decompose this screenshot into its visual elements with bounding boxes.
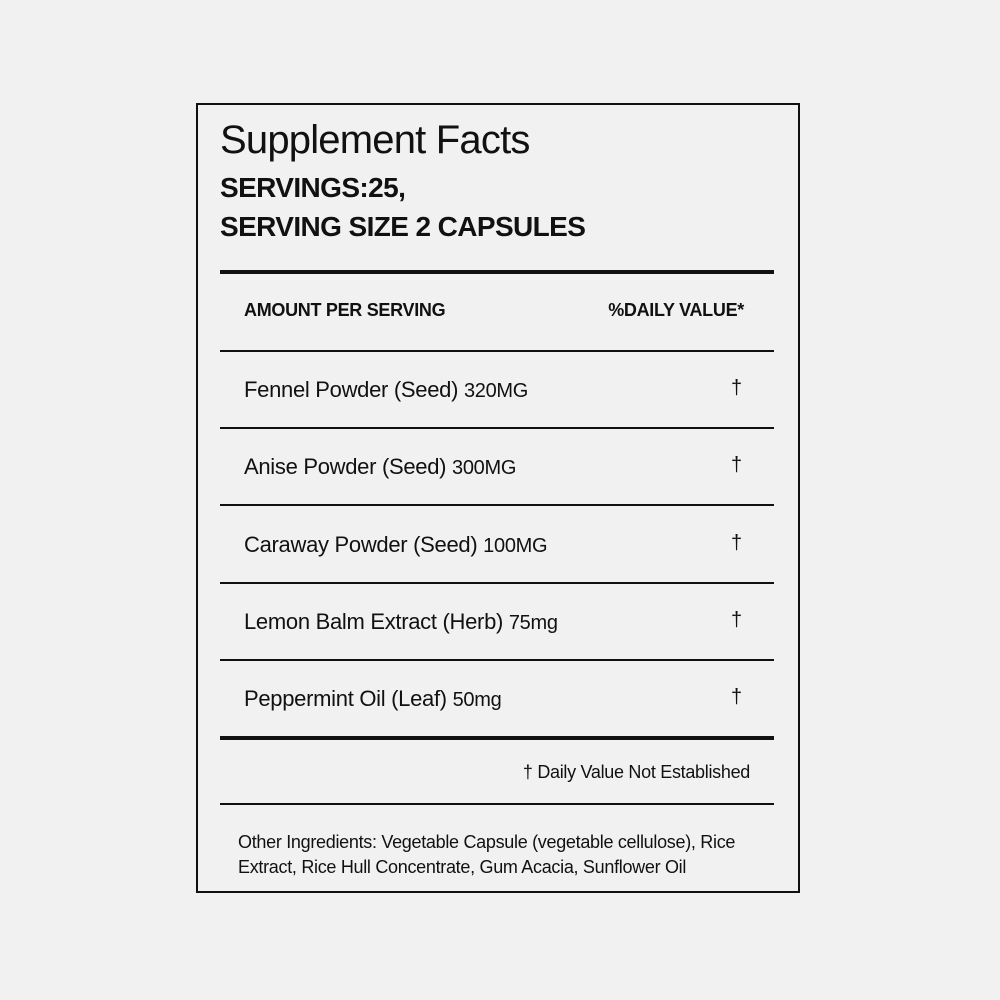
ingredient-row <box>244 686 501 712</box>
ingredient-amount: 50mg <box>452 689 502 711</box>
ingredient-row <box>244 377 528 403</box>
dagger-mark: † <box>731 532 743 554</box>
ingredient-row <box>244 532 547 558</box>
ingredient-row <box>244 454 516 480</box>
dagger-mark: † <box>731 609 743 631</box>
ingredient-amount: 75mg <box>508 612 558 634</box>
other-ingredients: Other Ingredients: Vegetable Capsule (vegetable cellulose), Rice Extract, Rice Hull Concentrate, Gum Acacia, Sunflower Oil <box>238 832 736 877</box>
row-divider <box>220 659 774 661</box>
column-header-divider <box>220 350 774 352</box>
ingredient-amount: 300MG <box>452 457 517 479</box>
label-title: Supplement Facts <box>220 118 530 162</box>
header-divider <box>220 270 774 274</box>
daily-value-footnote: † Daily Value Not Established <box>522 762 750 782</box>
dagger-mark: † <box>731 686 743 708</box>
servings-count: SERVINGS:25, <box>220 172 406 203</box>
row-divider <box>220 504 774 506</box>
dagger-mark: † <box>731 454 743 476</box>
ingredient-name: Anise Powder (Seed) <box>244 454 447 479</box>
row-divider <box>220 582 774 584</box>
serving-size: SERVING SIZE 2 CAPSULES <box>220 211 586 242</box>
daily-value-header: %DAILY VALUE* <box>608 300 744 320</box>
ingredient-amount: 100MG <box>483 535 548 557</box>
ingredient-name: Peppermint Oil (Leaf) <box>244 686 447 711</box>
ingredient-amount: 320MG <box>463 380 529 402</box>
ingredient-name: Caraway Powder (Seed) <box>244 532 478 557</box>
ingredient-name: Fennel Powder (Seed) <box>244 377 459 402</box>
footnote-divider <box>220 803 774 805</box>
amount-per-serving-header: AMOUNT PER SERVING <box>244 300 446 320</box>
dagger-mark: † <box>731 377 743 399</box>
row-divider <box>220 427 774 429</box>
ingredients-end-divider <box>220 736 774 740</box>
ingredient-row <box>244 609 558 635</box>
ingredient-name: Lemon Balm Extract (Herb) <box>244 609 504 634</box>
